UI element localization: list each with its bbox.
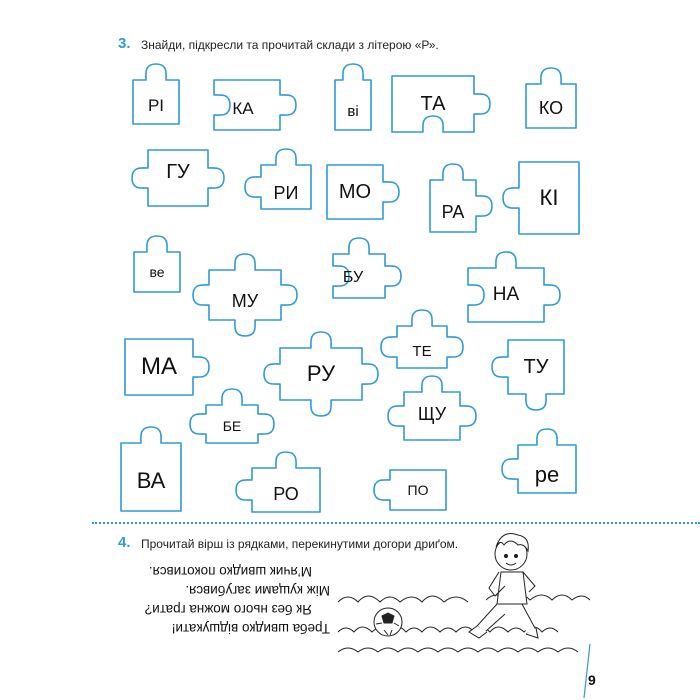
syllable-text: БУ <box>342 269 364 286</box>
puzzle-piece <box>519 162 579 234</box>
puzzle-piece <box>280 348 362 400</box>
syllable-text: КІ <box>539 185 559 210</box>
boy-playing-soccer-illustration <box>336 532 594 662</box>
poem-line: М’ячик швидко покотився. <box>148 564 312 579</box>
puzzle-piece <box>468 268 544 322</box>
puzzle-piece <box>397 326 447 368</box>
task-4-number: 4. <box>118 534 131 551</box>
puzzle-piece <box>430 180 476 232</box>
puzzle-piece <box>206 405 258 443</box>
syllable-text: РА <box>441 201 465 222</box>
puzzle-piece <box>261 165 311 209</box>
syllable-text: МА <box>141 353 177 380</box>
task-4-instruction: Прочитай вірш із рядками, перекинутими догори дриґом. <box>141 537 459 551</box>
syllable-text: ТЕ <box>412 342 432 360</box>
puzzle-piece <box>327 165 383 219</box>
syllable-text: ТУ <box>523 355 549 378</box>
syllable-text: РО <box>273 483 299 504</box>
puzzle-piece <box>148 150 208 206</box>
puzzle-piece <box>214 80 280 130</box>
syllable-text: РІ <box>147 96 165 115</box>
syllable-text: КО <box>538 97 564 118</box>
puzzle-piece <box>335 80 371 130</box>
poem-line: Між кущами загубився. <box>185 583 330 598</box>
syllable-text: КА <box>232 99 254 118</box>
puzzle-piece <box>508 340 564 394</box>
puzzle-piece <box>133 80 179 124</box>
syllable-text: ве <box>149 264 165 280</box>
puzzle-piece <box>518 445 576 493</box>
task-3-number: 3. <box>118 35 131 52</box>
syllable-text: ре <box>534 462 560 487</box>
syllable-text: РУ <box>306 361 336 386</box>
syllable-text: МО <box>338 180 372 203</box>
task-3-instruction: Знайди, підкресли та прочитай склади з літерою «Р». <box>141 38 439 52</box>
syllable-text: БЕ <box>222 418 242 434</box>
syllable-text: РИ <box>273 182 299 203</box>
syllable-text: ЩУ <box>417 403 447 424</box>
syllable-text: НА <box>492 284 520 305</box>
poem-line: Як без нього можна грати? <box>144 602 312 617</box>
upside-down-poem <box>105 562 330 638</box>
puzzle-piece <box>526 84 576 128</box>
puzzle-piece <box>134 252 180 292</box>
page-number: 9 <box>588 672 596 688</box>
puzzle-piece <box>404 392 460 440</box>
puzzle-piece <box>209 270 281 320</box>
syllable-text: ві <box>347 102 359 120</box>
puzzle-piece <box>392 76 474 132</box>
section-divider <box>92 522 700 524</box>
poem-line: Треба швидко відшукати! <box>171 621 330 636</box>
syllable-text: ВА <box>136 468 166 493</box>
puzzle-piece <box>121 443 181 511</box>
syllable-text: ТА <box>420 92 446 115</box>
puzzle-piece <box>252 468 320 512</box>
syllable-text: МУ <box>231 290 259 311</box>
puzzle-piece <box>333 254 385 298</box>
syllable-text: ПО <box>407 482 429 498</box>
syllable-text: ГУ <box>166 160 190 183</box>
puzzle-piece <box>390 470 446 510</box>
page-corner-mark <box>582 642 622 700</box>
puzzle-piece <box>125 339 193 395</box>
